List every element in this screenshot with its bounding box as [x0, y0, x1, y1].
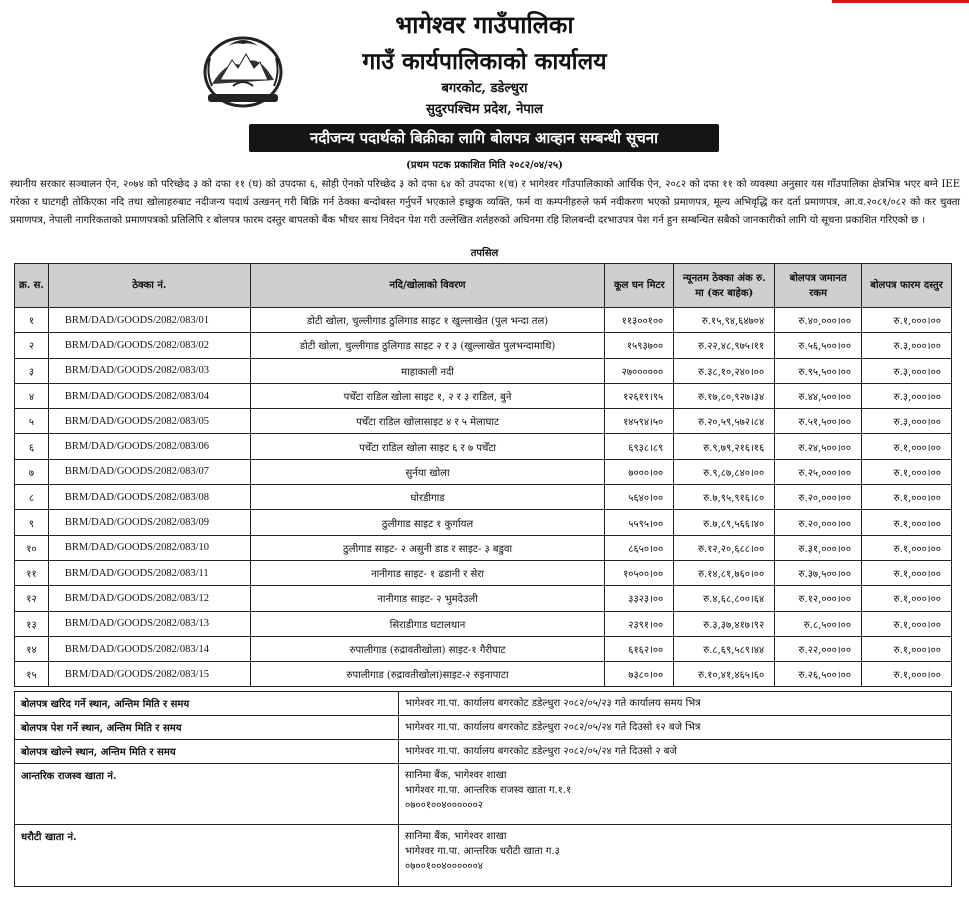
- cell-min-amount: रु.३८,१०,२४०।००: [674, 358, 775, 383]
- info-row: [15, 764, 952, 825]
- cell-description: माहाकाली नदी: [250, 358, 605, 383]
- table-row: [15, 308, 952, 333]
- cell-contract-no: BRM/DAD/GOODS/2082/083/01: [48, 308, 250, 333]
- cell-bid-security: रु.२०,०००।००: [775, 485, 862, 510]
- info-row: [15, 825, 952, 887]
- cell-description: सुर्नया खोला: [250, 459, 605, 484]
- cell-form-fee: रु.१,०००।००: [862, 434, 952, 459]
- address-line2: सुदुरपश्चिम प्रदेश, नेपाल: [426, 102, 543, 117]
- cell-form-fee: रु.१,०००।००: [862, 510, 952, 535]
- cell-min-amount: रु.८,६९,५८९।४४: [674, 636, 775, 661]
- cell-min-amount: रु.१४,८१,७६०।००: [674, 560, 775, 585]
- cell-contract-no: BRM/DAD/GOODS/2082/083/07: [48, 459, 250, 484]
- table-row: [15, 586, 952, 611]
- cell-bid-security: रु.४४,५००।००: [775, 383, 862, 408]
- cell-volume: १५९३७००: [605, 333, 674, 358]
- table-row: [15, 535, 952, 560]
- cell-description: पचेँटा राडिल खोलासाइट ४ र ५ मेलाघाट: [250, 409, 605, 434]
- cell-min-amount: रु.१०,४१,४६५।६०: [674, 662, 775, 687]
- cell-volume: ११३००१००: [605, 308, 674, 333]
- cell-description: ठुलीगाड साइट- २ असुनी डाड र साइट- ३ बडुवा: [250, 535, 605, 560]
- cell-contract-no: BRM/DAD/GOODS/2082/083/06: [48, 434, 250, 459]
- cell-min-amount: रु.३,३७,४१७।९२: [674, 611, 775, 636]
- cell-sn: १२: [15, 586, 49, 611]
- cell-sn: ४: [15, 383, 49, 408]
- info-row: [15, 740, 952, 764]
- info-value-line: ०७००१००४००००००२: [405, 800, 483, 811]
- info-value: [399, 716, 952, 740]
- cell-sn: १४: [15, 636, 49, 661]
- schedule-label: तपसिल: [470, 248, 499, 259]
- table-row: [15, 358, 952, 383]
- cell-volume: १४५९४।५०: [605, 409, 674, 434]
- cell-bid-security: रु.२५,०००।००: [775, 459, 862, 484]
- info-label: बोलपत्र खोल्ने स्थान, अन्तिम मिति र समय: [15, 740, 399, 764]
- cell-description: घोरडीगाड: [250, 485, 605, 510]
- col-header-contract-no: ठेक्का नं.: [48, 264, 250, 308]
- col-header-form-fee: बोलपत्र फारम दस्तुर: [862, 264, 952, 308]
- notice-title-banner: नदीजन्य पदार्थको बिक्रीका लागि बोलपत्र आव्हान सम्बन्धी सूचना: [249, 124, 719, 152]
- info-row: [15, 716, 952, 740]
- cell-form-fee: रु.३,०००।००: [862, 333, 952, 358]
- cell-description: ठुलीगाड साइट १ कुर्गायल: [250, 510, 605, 535]
- table-row: [15, 434, 952, 459]
- cell-contract-no: BRM/DAD/GOODS/2082/083/03: [48, 358, 250, 383]
- cell-bid-security: रु.१२,०००।००: [775, 586, 862, 611]
- cell-volume: १२६१९।९५: [605, 383, 674, 408]
- cell-contract-no: BRM/DAD/GOODS/2082/083/08: [48, 485, 250, 510]
- cell-sn: १५: [15, 662, 49, 687]
- cell-form-fee: रु.१,०००।००: [862, 586, 952, 611]
- info-row: [15, 692, 952, 716]
- table-row: [15, 459, 952, 484]
- info-value-line: भागेश्वर गा.पा. कार्यालय बगरकोट डडेल्धुरा २०८२/०५/२४ गते दिउसो २ बजे: [405, 746, 677, 757]
- cell-bid-security: रु.५६,५००।००: [775, 333, 862, 358]
- cell-form-fee: रु.३,०००।००: [862, 383, 952, 408]
- cell-contract-no: BRM/DAD/GOODS/2082/083/15: [48, 662, 250, 687]
- contracts-table-body: [15, 308, 952, 687]
- cell-volume: ३३२३।००: [605, 586, 674, 611]
- info-value-line: भागेश्वर गा.पा. आन्तरिक राजस्व खाता ग.१.१: [405, 785, 572, 796]
- table-row: [15, 560, 952, 585]
- cell-description: डोटी खोला, चुल्लीगाड ठुलिगाड साइट २ र ३ (खुल्लाखेत पुलभन्दामाथि): [250, 333, 605, 358]
- cell-contract-no: BRM/DAD/GOODS/2082/083/09: [48, 510, 250, 535]
- cell-contract-no: BRM/DAD/GOODS/2082/083/02: [48, 333, 250, 358]
- cell-contract-no: BRM/DAD/GOODS/2082/083/10: [48, 535, 250, 560]
- cell-description: नानीगाड साइट- २ भुमदेउली: [250, 586, 605, 611]
- cell-form-fee: रु.१,०००।००: [862, 308, 952, 333]
- table-row: [15, 383, 952, 408]
- col-header-sn: क्र. स.: [15, 264, 49, 308]
- cell-volume: २३९१।००: [605, 611, 674, 636]
- published-date: (प्रथम पटक प्रकाशित मिति २०८२/०४/२५): [406, 160, 563, 171]
- cell-sn: १०: [15, 535, 49, 560]
- cell-bid-security: रु.२२,०००।००: [775, 636, 862, 661]
- address-line1: बगरकोट, डडेल्धुरा: [441, 81, 528, 96]
- cell-sn: २: [15, 333, 49, 358]
- info-value-line: सानिमा बैंक, भागेश्वर शाखा: [405, 831, 507, 842]
- cell-bid-security: रु.५१,५००।००: [775, 409, 862, 434]
- info-label: बोलपत्र खरिद गर्ने स्थान, अन्तिम मिति र समय: [15, 692, 399, 716]
- cell-description: पचेँटा राडिल खोला साइट ६ र ७ पचेँटा: [250, 434, 605, 459]
- info-value-line: भागेश्वर गा.पा. कार्यालय बगरकोट डडेल्धुरा २०८२/०५/२४ गते दिउसो १२ बजे भित्र: [405, 722, 701, 733]
- table-row: [15, 636, 952, 661]
- cell-sn: ९: [15, 510, 49, 535]
- cell-sn: १३: [15, 611, 49, 636]
- info-label: बोलपत्र पेश गर्ने स्थान, अन्तिम मिति र समय: [15, 716, 399, 740]
- info-value-line: सानिमा बैंक, भागेश्वर शाखा: [405, 770, 507, 781]
- table-row: [15, 409, 952, 434]
- cell-bid-security: रु.९५,५००।००: [775, 358, 862, 383]
- cell-min-amount: रु.९,८७,८४०।००: [674, 459, 775, 484]
- cell-description: रुपालीगाड (रुद्रावतीखोला)साइट-२ रुइनापाटा: [250, 662, 605, 687]
- table-row: [15, 611, 952, 636]
- cell-sn: १: [15, 308, 49, 333]
- cell-bid-security: रु.२४,५००।००: [775, 434, 862, 459]
- cell-sn: ५: [15, 409, 49, 434]
- cell-volume: ७३८०।००: [605, 662, 674, 687]
- info-value-line: ०७००१००४००००००४: [405, 861, 483, 872]
- cell-min-amount: रु.१७,८०,९२७।३४: [674, 383, 775, 408]
- cell-volume: ८६५०।००: [605, 535, 674, 560]
- cell-description: सिराडीगाड घटालथान: [250, 611, 605, 636]
- municipality-title: भागेश्वर गाउँपालिका: [395, 10, 574, 39]
- cell-min-amount: रु.२२,४८,९७५।११: [674, 333, 775, 358]
- cell-sn: ११: [15, 560, 49, 585]
- cell-contract-no: BRM/DAD/GOODS/2082/083/12: [48, 586, 250, 611]
- cell-min-amount: रु.४,६८,८००।६४: [674, 586, 775, 611]
- cell-sn: ६: [15, 434, 49, 459]
- info-label: आन्तरिक राजस्व खाता नं.: [15, 764, 399, 825]
- col-header-min-amount: न्यूनतम ठेक्का अंक रु. मा (कर बाहेक): [674, 264, 775, 308]
- cell-description: रुपालीगाड (रुद्रावतीखोला) साइट-१ गैरीघाट: [250, 636, 605, 661]
- cell-contract-no: BRM/DAD/GOODS/2082/083/13: [48, 611, 250, 636]
- cell-description: डोटी खोला, चुल्लीगाड ठुलिगाड साइट १ खुल्लाखेत (पुल भन्दा तल): [250, 308, 605, 333]
- cell-volume: २७००००००: [605, 358, 674, 383]
- info-label: धरौटी खाता नं.: [15, 825, 399, 887]
- col-header-description: नदि/खोलाको विवरण: [250, 264, 605, 308]
- table-row: [15, 333, 952, 358]
- cell-form-fee: रु.३,०००।००: [862, 358, 952, 383]
- cell-sn: ८: [15, 485, 49, 510]
- cell-min-amount: रु.१२,२०,६८८।००: [674, 535, 775, 560]
- col-header-volume: कूल घन मिटर: [605, 264, 674, 308]
- cell-min-amount: रु.९,७९,२१६।१६: [674, 434, 775, 459]
- info-value: [399, 692, 952, 716]
- info-value: [399, 764, 952, 825]
- cell-min-amount: रु.१५,९४,६४७०४: [674, 308, 775, 333]
- cell-min-amount: रु.२०,५९,५७२।८४: [674, 409, 775, 434]
- cell-form-fee: रु.१,०००।००: [862, 662, 952, 687]
- cell-form-fee: रु.१,०००।००: [862, 560, 952, 585]
- cell-volume: ६९३८।८९: [605, 434, 674, 459]
- info-value-line: भागेश्वर गा.पा. आन्तरिक धरौटी खाता ग.३: [405, 846, 560, 857]
- cell-description: पचेँटा राडिल खोला साइट १, २ र ३ राडिल, बुने: [250, 383, 605, 408]
- office-title: गाउँ कार्यपालिकाको कार्यालय: [362, 48, 607, 75]
- bid-info-table: [14, 691, 952, 887]
- info-value: [399, 825, 952, 887]
- table-row: [15, 662, 952, 687]
- cell-bid-security: रु.३७,५००।००: [775, 560, 862, 585]
- cell-volume: १०५००।००: [605, 560, 674, 585]
- info-value: [399, 740, 952, 764]
- cell-form-fee: रु.३,०००।००: [862, 409, 952, 434]
- cell-form-fee: रु.१,०००।००: [862, 611, 952, 636]
- cell-volume: ५६४०।००: [605, 485, 674, 510]
- cell-min-amount: रु.७,९५,९१६।८०: [674, 485, 775, 510]
- cell-form-fee: रु.१,०००।००: [862, 636, 952, 661]
- table-row: [15, 485, 952, 510]
- intro-paragraph: स्थानीय सरकार सञ्चालन ऐन, २०७४ को परिच्छेद ३ को दफा ११ (घ) को उपदफा ६, सोही ऐनको परिच्छेद ३ को दफा ६४ को उपदफा १(च) र भागेश्वर गाँउपालिकाको आर्थिक ऐन, २०८२ को दफा ११ को व्यवस्था अनुसार यस गाँउपालिका क्षेत्रभित्र भएर बग्ने IEE गरेका र घाटगद्दी तोकिएका नदि तथा खोलाहरुबाट नदीजन्य पदार्थ उत्खनन् गरी बिक्रि गर्न ठेक्का बन्दोबस्त गर्नुपर्ने भएकाले इच्छुक व्यक्ति, फर्म वा कम्पनीहरुले फर्म नवीकरण भएको प्रमाणपत्र, मूल्य अभिवृद्धि कर दर्ता प्रमाणपत्र, आ.व.२०८१/०८२ को कर चुक्ता प्रमाणपत्र, नेपाली नागरिकताको प्रमाणपत्रको प्रतिलिपि र बोलपत्र फारम दस्तुर बापतको बैंक भौचर साथ निवेदन पेश गरी उल्लेखित शर्तहरुको अधिनमा रहि शिलबन्दी दरभाउपत्र पेश गर्न हुन सम्बन्धित सबैको जानकारीको लागि यो सूचना प्रकाशित गरिएको छ ।: [10, 179, 960, 226]
- cell-contract-no: BRM/DAD/GOODS/2082/083/05: [48, 409, 250, 434]
- bid-info-body: [15, 692, 952, 887]
- cell-sn: ३: [15, 358, 49, 383]
- cell-bid-security: रु.२०,०००।००: [775, 510, 862, 535]
- col-header-bid-security: बोलपत्र जमानत रकम: [775, 264, 862, 308]
- cell-sn: ७: [15, 459, 49, 484]
- cell-volume: ७०००।००: [605, 459, 674, 484]
- contracts-table: [14, 263, 952, 687]
- cell-form-fee: रु.१,०००।००: [862, 535, 952, 560]
- cell-bid-security: रु.२६,५००।००: [775, 662, 862, 687]
- cell-volume: ६१६२।००: [605, 636, 674, 661]
- cell-min-amount: रु.७,८९,५६६।४०: [674, 510, 775, 535]
- table-row: [15, 510, 952, 535]
- cell-form-fee: रु.१,०००।००: [862, 459, 952, 484]
- cell-description: नानीगाड साइट- १ ढडानी र सेरा: [250, 560, 605, 585]
- cell-bid-security: रु.८,५००।००: [775, 611, 862, 636]
- cell-bid-security: रु.४०,०००।००: [775, 308, 862, 333]
- cell-contract-no: BRM/DAD/GOODS/2082/083/14: [48, 636, 250, 661]
- table-header-row: [15, 264, 952, 308]
- info-value-line: भागेश्वर गा.पा. कार्यालय बगरकोट डडेल्धुरा २०८२/०५/२३ गते कार्यालय समय भित्र: [405, 698, 701, 709]
- cell-contract-no: BRM/DAD/GOODS/2082/083/04: [48, 383, 250, 408]
- cell-volume: ५५९५।००: [605, 510, 674, 535]
- cell-bid-security: रु.३१,०००।००: [775, 535, 862, 560]
- cell-form-fee: रु.१,०००।००: [862, 485, 952, 510]
- notice-header: [0, 0, 969, 160]
- cell-contract-no: BRM/DAD/GOODS/2082/083/11: [48, 560, 250, 585]
